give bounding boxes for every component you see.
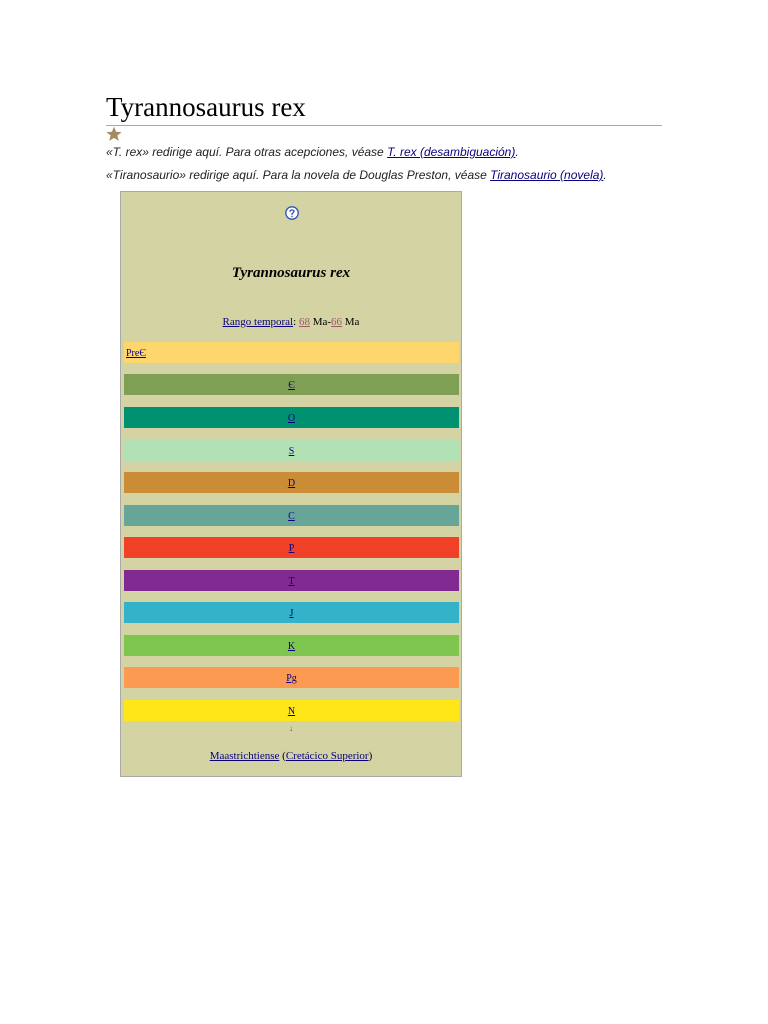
species-name: Tyrannosaurus rex	[231, 265, 351, 281]
article	[106, 90, 662, 182]
range-end-link[interactable]: 66	[331, 316, 343, 328]
period-link[interactable]: Є	[288, 380, 295, 391]
range-mid: Ma-	[309, 316, 332, 328]
period-band-ordovician	[124, 407, 459, 428]
taxobox	[120, 191, 462, 777]
page-title: Tyrannosaurus rex	[106, 90, 662, 126]
star-icon	[106, 126, 122, 142]
period-band-triassic	[124, 570, 459, 591]
hatnote-tiranosaurio	[106, 168, 607, 182]
period-band-paleogene	[124, 667, 459, 688]
stage-close: )	[368, 750, 373, 762]
period-band-cambrian	[124, 374, 459, 395]
period-link[interactable]: S	[288, 446, 295, 457]
period-link[interactable]: PreЄ	[126, 348, 146, 359]
period-band-permian	[124, 537, 459, 558]
down-arrow-icon: ↓	[289, 724, 293, 733]
period-link[interactable]: D	[287, 478, 296, 489]
period-band-cretaceous	[124, 635, 459, 656]
hatnote-text: «Tiranosaurio» redirige aquí. Para la novela de Douglas Preston, véase	[106, 168, 491, 182]
period-link[interactable]: P	[288, 543, 295, 554]
period-band-devonian	[124, 472, 459, 493]
question-mark-icon[interactable]	[285, 206, 299, 220]
period-band-silurian	[124, 440, 459, 461]
range-unit: Ma	[342, 316, 360, 328]
epoch-link[interactable]: Cretácico Superior	[285, 750, 369, 762]
range-label-link[interactable]: Rango temporal	[222, 316, 294, 328]
period-band-carboniferous	[124, 505, 459, 526]
period-band-jurassic	[124, 602, 459, 623]
period-link[interactable]: T	[288, 576, 295, 587]
hatnote-link-disambiguation[interactable]: T. rex (desambiguación)	[387, 145, 516, 159]
temporal-range	[121, 316, 461, 328]
hatnote-suffix: .	[515, 145, 519, 159]
period-link[interactable]: Pg	[286, 673, 297, 684]
period-band-neogene	[124, 700, 459, 721]
stage-open: (	[279, 750, 286, 762]
hatnote-link-novel[interactable]: Tiranosaurio (novela)	[490, 168, 604, 182]
stage-link[interactable]: Maastrichtiense	[209, 750, 280, 762]
period-link[interactable]: O	[287, 413, 296, 424]
period-band-precambrian	[124, 342, 459, 363]
hatnote-trex	[106, 145, 519, 159]
period-link[interactable]: J	[289, 608, 294, 619]
hatnote-text: «T. rex» redirige aquí. Para otras acepciones, véase	[106, 145, 388, 159]
geologic-stage	[121, 750, 461, 762]
range-start-link[interactable]: 68	[298, 316, 310, 328]
period-link[interactable]: K	[287, 641, 296, 652]
hatnote-suffix: .	[603, 168, 607, 182]
range-colon: :	[293, 316, 299, 328]
period-link[interactable]: N	[287, 706, 296, 717]
period-link[interactable]: C	[288, 511, 295, 522]
